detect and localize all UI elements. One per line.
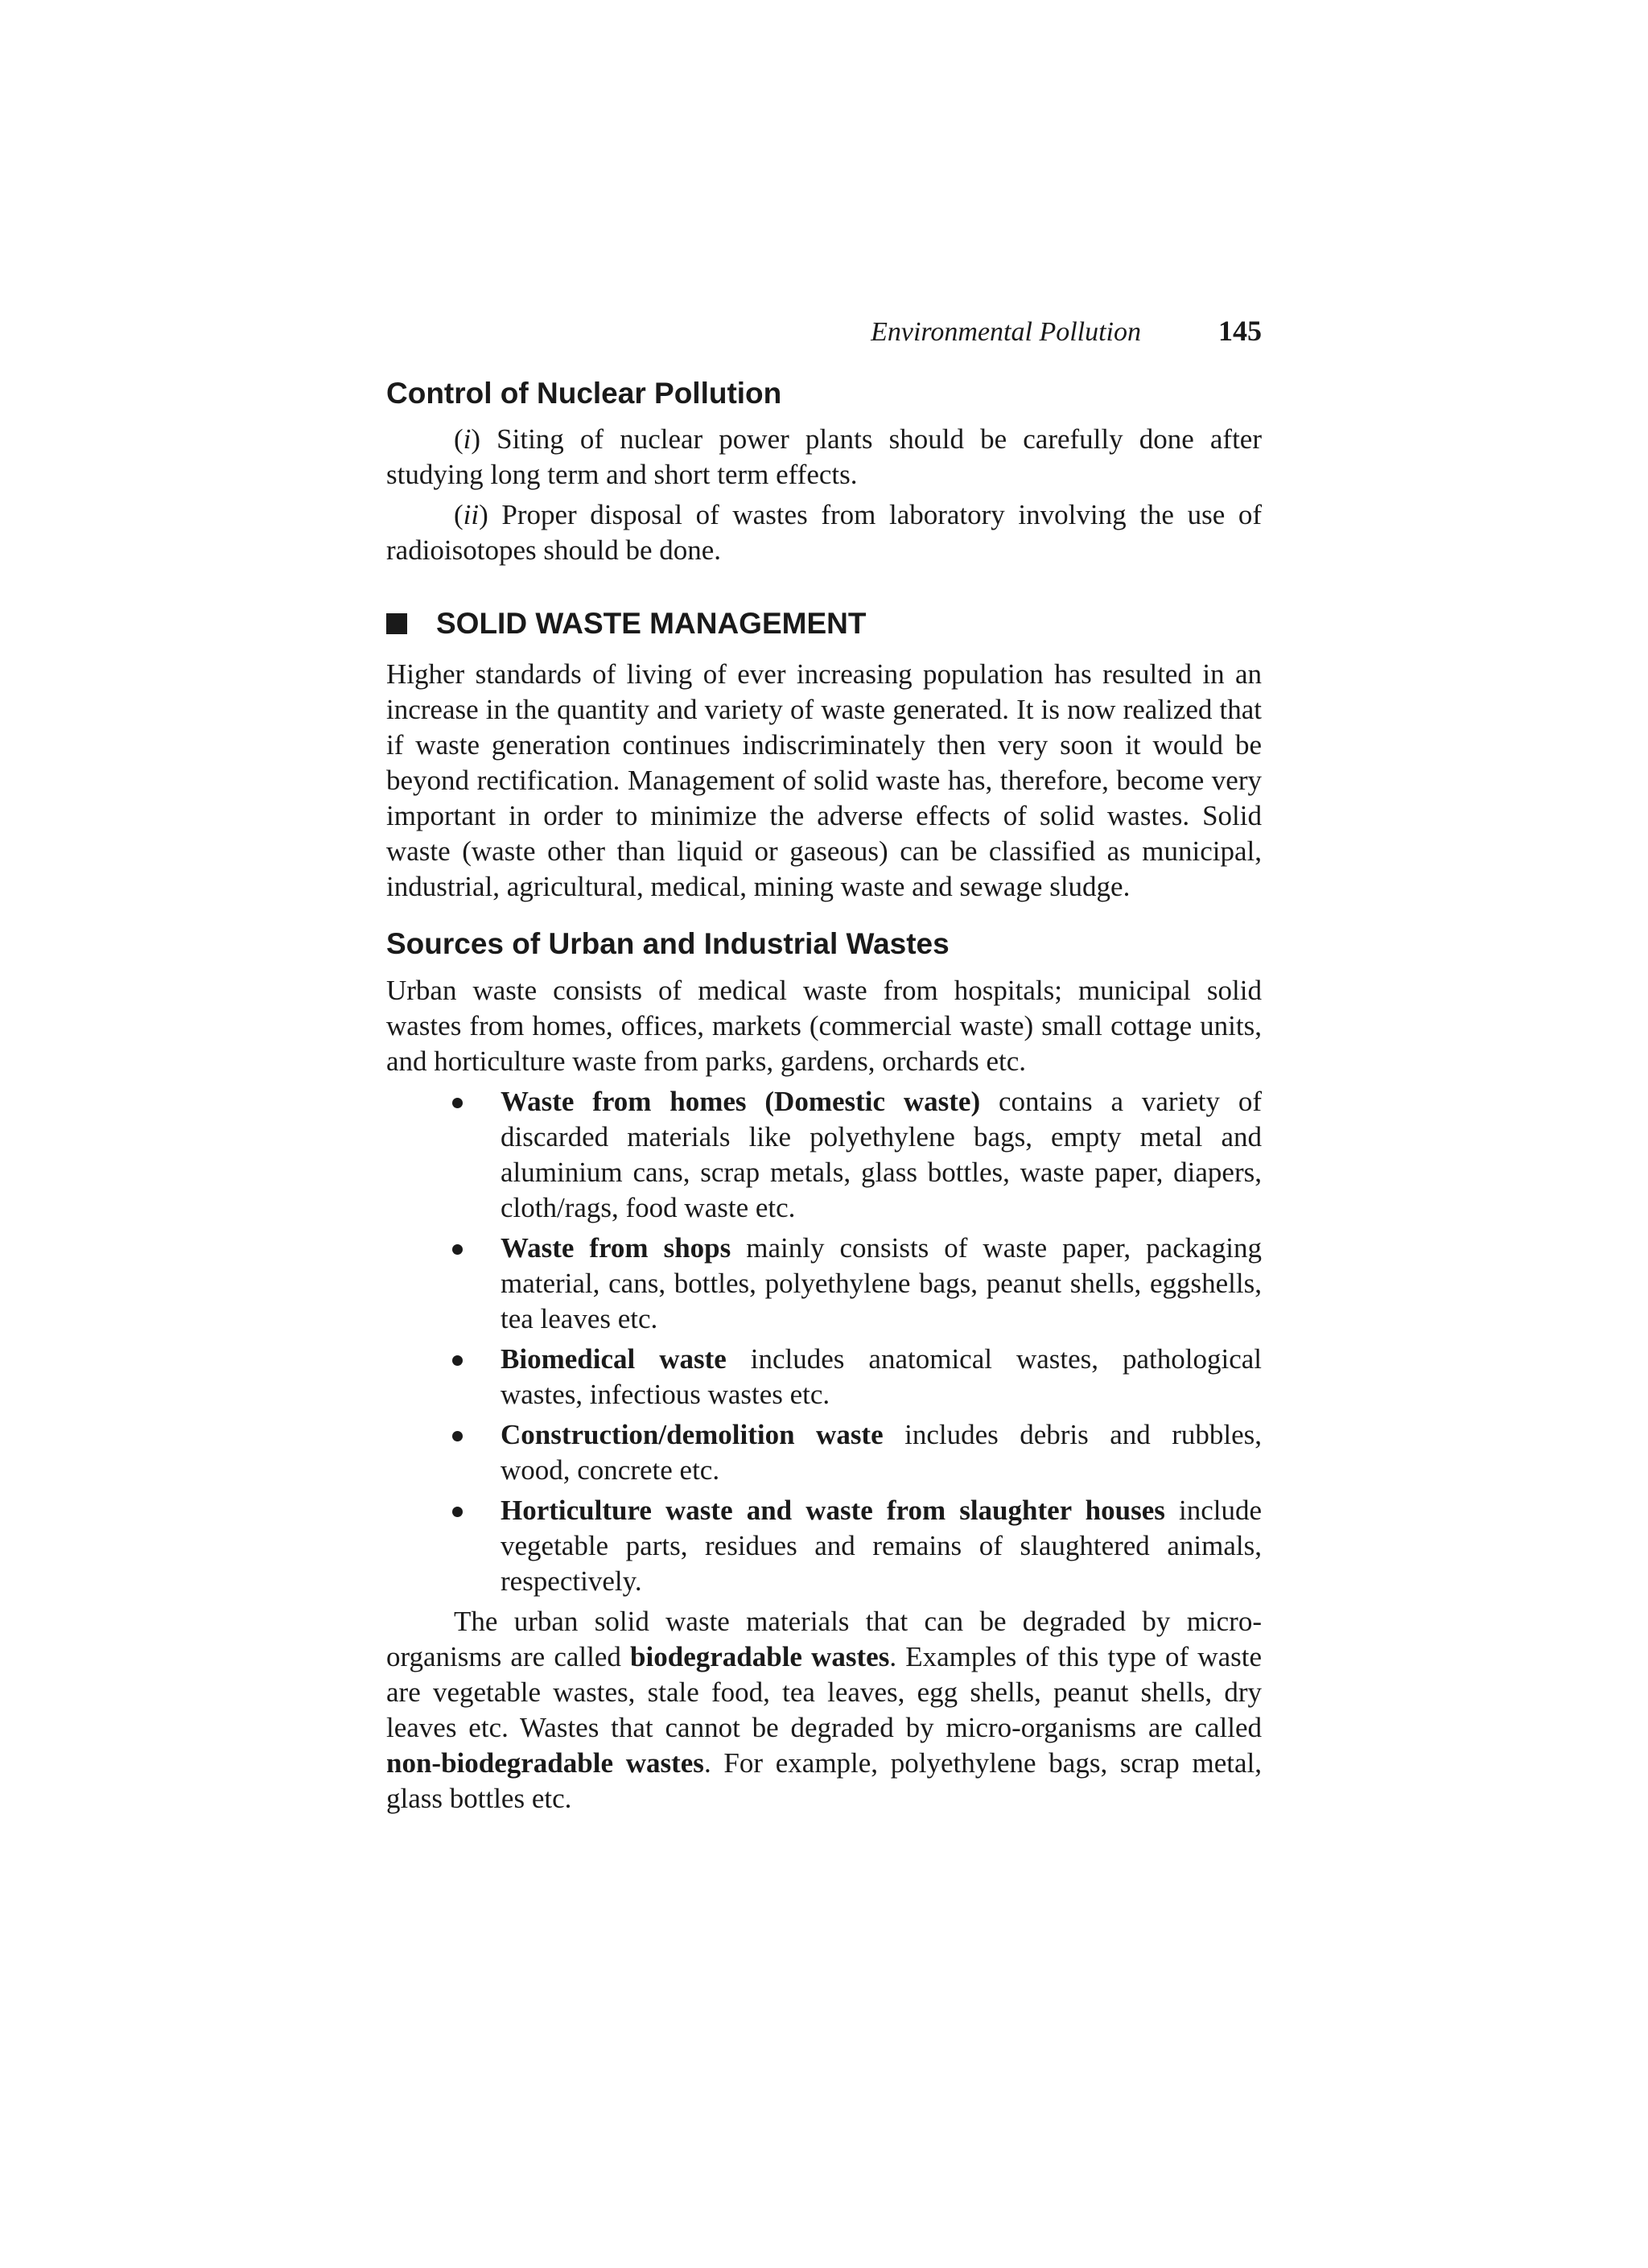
non-biodegradable-term: non-biodegradable wastes [386, 1746, 704, 1779]
bullet-dot-icon [452, 1244, 463, 1255]
bullet-dot-icon [452, 1507, 463, 1517]
list-item-text: mainly consists of waste paper, packaging material, cans, bottles, polyethylene bags, peanut shells, eggshells, tea leaves etc. [501, 1231, 1262, 1334]
sources-heading: Sources of Urban and Industrial Wastes [386, 927, 950, 961]
list-item [386, 1493, 1262, 1599]
nuclear-item-2: (ii) Proper disposal of wastes from laboratory involving the use of radioisotopes should be done. [386, 499, 1262, 567]
nuclear-item-2-text: ) Proper disposal of wastes from laboratory involving the use of radioisotopes should be done. [386, 499, 1262, 567]
bullet-dot-icon [452, 1431, 463, 1441]
page-number: 145 [1218, 315, 1262, 347]
book-page [386, 314, 1262, 1821]
list-item-term: Biomedical waste [501, 1342, 727, 1375]
list-item [386, 1342, 1262, 1412]
solid-waste-section-heading [386, 607, 1262, 641]
square-bullet-icon [386, 613, 407, 634]
list-item-text: include vegetable parts, residues and remains of slaughtered animals, respectively. [501, 1494, 1262, 1597]
nuclear-item-2-number: ii [463, 499, 480, 531]
nuclear-item-1-text: ) Siting of nuclear power plants should be carefully done after studying long term and short term effects. [386, 423, 1262, 491]
list-item-term: Construction/demolition waste [501, 1418, 884, 1450]
closing-text-1: The urban solid waste materials that can be degraded by micro-organisms are called [386, 1605, 1262, 1672]
list-item [386, 1084, 1262, 1226]
sources-intro: Urban waste consists of medical waste from hospitals; municipal solid wastes from homes, offices, markets (commercial waste) small cottage units, and horticulture waste from parks, gardens, orchards etc. [386, 974, 1262, 1077]
list-item-term: Waste from homes (Domestic waste) [501, 1085, 981, 1117]
list-item-text: includes anatomical wastes, pathological wastes, infectious wastes etc. [501, 1342, 1263, 1410]
biodegradable-term: biodegradable wastes [630, 1640, 890, 1672]
list-item-term: Waste from shops [501, 1231, 731, 1264]
nuclear-item-1: (i) Siting of nuclear power plants should be carefully done after studying long term and short term effects. [386, 423, 1262, 491]
list-item-term: Horticulture waste and waste from slaughter houses [501, 1494, 1165, 1526]
solid-waste-paragraph: Higher standards of living of ever increasing population has resulted in an increase in the quantity and variety of waste generated. It is now realized that if waste generation continues indiscriminately then very soon it would be beyond rectification. Management of solid waste has, therefore, become very important in order to minimize the adverse effects of solid wastes. Solid waste (waste other than liquid or gaseous) can be classified as municipal, industrial, agricultural, medical, mining waste and sewage sludge. [386, 658, 1262, 903]
nuclear-item-1-number: i [463, 423, 472, 456]
list-item [386, 1231, 1262, 1337]
list-item-text: contains a variety of discarded materials like polyethylene bags, empty metal and aluminium cans, scrap metals, glass bottles, waste paper, diapers, cloth/rags, food waste etc. [501, 1085, 1262, 1223]
running-title: Environmental Pollution [871, 317, 1141, 347]
nuclear-pollution-heading: Control of Nuclear Pollution [386, 377, 782, 410]
bullet-dot-icon [452, 1098, 463, 1108]
bullet-dot-icon [452, 1355, 463, 1366]
closing-paragraph [386, 1604, 1262, 1816]
solid-waste-heading-text: SOLID WASTE MANAGEMENT [436, 607, 867, 641]
list-item [386, 1417, 1262, 1488]
list-item-text: includes debris and rubbles, wood, concrete etc. [501, 1418, 1262, 1486]
waste-types-list [386, 1084, 1262, 1599]
closing-text-2: . Examples of this type of waste are vegetable wastes, stale food, tea leaves, egg shells, peanut shells, dry leaves etc. Wastes that cannot be degraded by micro-organisms are called [386, 1640, 1262, 1743]
closing-text-3: . For example, polyethylene bags, scrap metal, glass bottles etc. [386, 1746, 1262, 1814]
running-header [386, 314, 1262, 359]
